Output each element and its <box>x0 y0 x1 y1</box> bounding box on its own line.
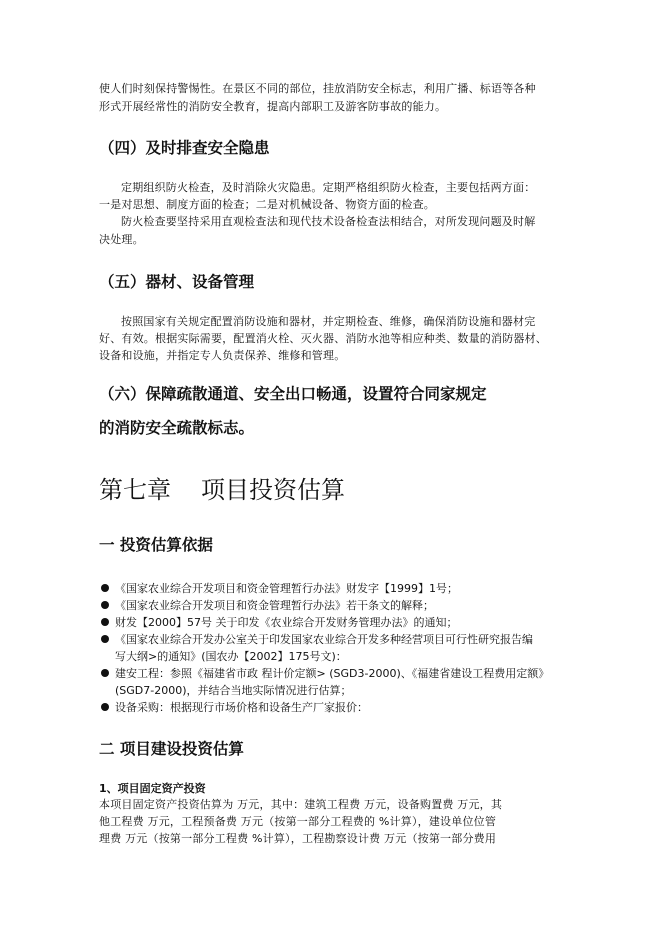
list-item <box>101 580 571 597</box>
list-item-text: 设备采购：根据现行市场价格和设备生产厂家报价： <box>115 701 368 714</box>
list-item <box>101 597 571 614</box>
section-6-heading-line-1: （六）保障疏散通道、安全出口畅通，设置符合同家规定 <box>99 384 487 403</box>
bullet-icon <box>101 584 109 592</box>
chapter-title <box>99 470 345 505</box>
list-item-text: 财发【2000】57号 关于印发《农业综合开发财务管理办法》的通知； <box>115 616 458 629</box>
list-item-text: 《国家农业综合开发办公室关于印发国家农业综合开发多种经营项目可行性研究报告编 <box>115 633 533 646</box>
list-item-text: 《国家农业综合开发项目和资金管理暂行办法》若干条文的解释； <box>115 599 434 612</box>
section-4-line-3 <box>99 213 569 231</box>
intro-line-1: 使人们时刻保持警惕性。在景区不同的部位，挂放消防安全标志，利用广播、标语等各种 <box>99 82 536 95</box>
part-1-heading: 一 投资估算依据 <box>99 536 213 554</box>
list-item-text: 建安工程：参照《福建省市政 程计价定额> (SGD3-2000)、《福建省建设工程费用定额》 <box>115 667 550 680</box>
part-2-heading: 二 项目建设投资估算 <box>99 740 244 758</box>
section-5-line-1 <box>99 313 569 331</box>
section-4-line-4: 决处理。 <box>99 233 144 246</box>
part-2-line-1: 本项目固定资产投资估算为 万元，其中：建筑工程费 万元，设备购置费 万元，其 <box>99 798 503 811</box>
section-5-line-3: 设备和设施，并指定专人负责保养、维修和管理。 <box>99 349 346 362</box>
section-4-line-1 <box>99 179 569 197</box>
chapter-number: 第七章 <box>99 476 171 504</box>
section-4-line-2: 一是对思想、制度方面的检查；二是对机械设备、物资方面的检查。 <box>99 198 435 211</box>
section-4-line-1-text: 定期组织防火检查，及时消除火灾隐患。定期严格组织防火检查，主要包括两方面： <box>121 181 536 194</box>
section-5-heading: （五）器材、设备管理 <box>99 272 255 291</box>
list-item <box>101 665 571 699</box>
bullet-icon <box>101 703 109 711</box>
intro-line-2: 形式开展经常性的消防安全教育，提高内部职工及游客防事故的能力。 <box>99 100 447 113</box>
part-2-line-3: 理费 万元（按第一部分工程费 %计算），工程勘察设计费 万元（按第一部分费用 <box>99 832 497 845</box>
basis-list <box>101 580 571 716</box>
list-item <box>101 699 571 716</box>
list-item-text-continued: (SGD7-2000)，并结合当地实际情况进行估算； <box>115 684 352 697</box>
bullet-icon <box>101 601 109 609</box>
part-2-subheading: 1、项目固定资产投资 <box>99 782 206 795</box>
section-4-line-3-text: 防火检查要坚持采用直观检查法和现代技术设备检查法相结合，对所发现问题及时解 <box>121 215 536 228</box>
part-2-line-2: 他工程费 万元，工程预备费 万元（按第一部分工程费的 %计算），建设单位位管 <box>99 815 497 828</box>
section-4-heading: （四）及时排查安全隐患 <box>99 138 270 157</box>
section-6-heading-line-2: 的消防安全疏散标志。 <box>99 418 255 437</box>
bullet-icon <box>101 635 109 643</box>
bullet-icon <box>101 618 109 626</box>
section-5-line-1-text: 按照国家有关规定配置消防设施和器材，并定期检查、维修，确保消防设施和器材完 <box>121 315 536 328</box>
list-item-text-continued: 写大纲>的通知》(国农办【2002】175号文)： <box>115 650 347 663</box>
chapter-name: 项目投资估算 <box>201 476 345 504</box>
list-item <box>101 631 571 665</box>
list-item <box>101 614 571 631</box>
bullet-icon <box>101 669 109 677</box>
section-5-line-2: 好、有效。根据实际需要，配置消火栓、灭火器、消防水池等相应种类、数量的消防器材、 <box>99 332 547 345</box>
list-item-text: 《国家农业综合开发项目和资金管理暂行办法》财发字【1999】1号； <box>115 582 458 595</box>
